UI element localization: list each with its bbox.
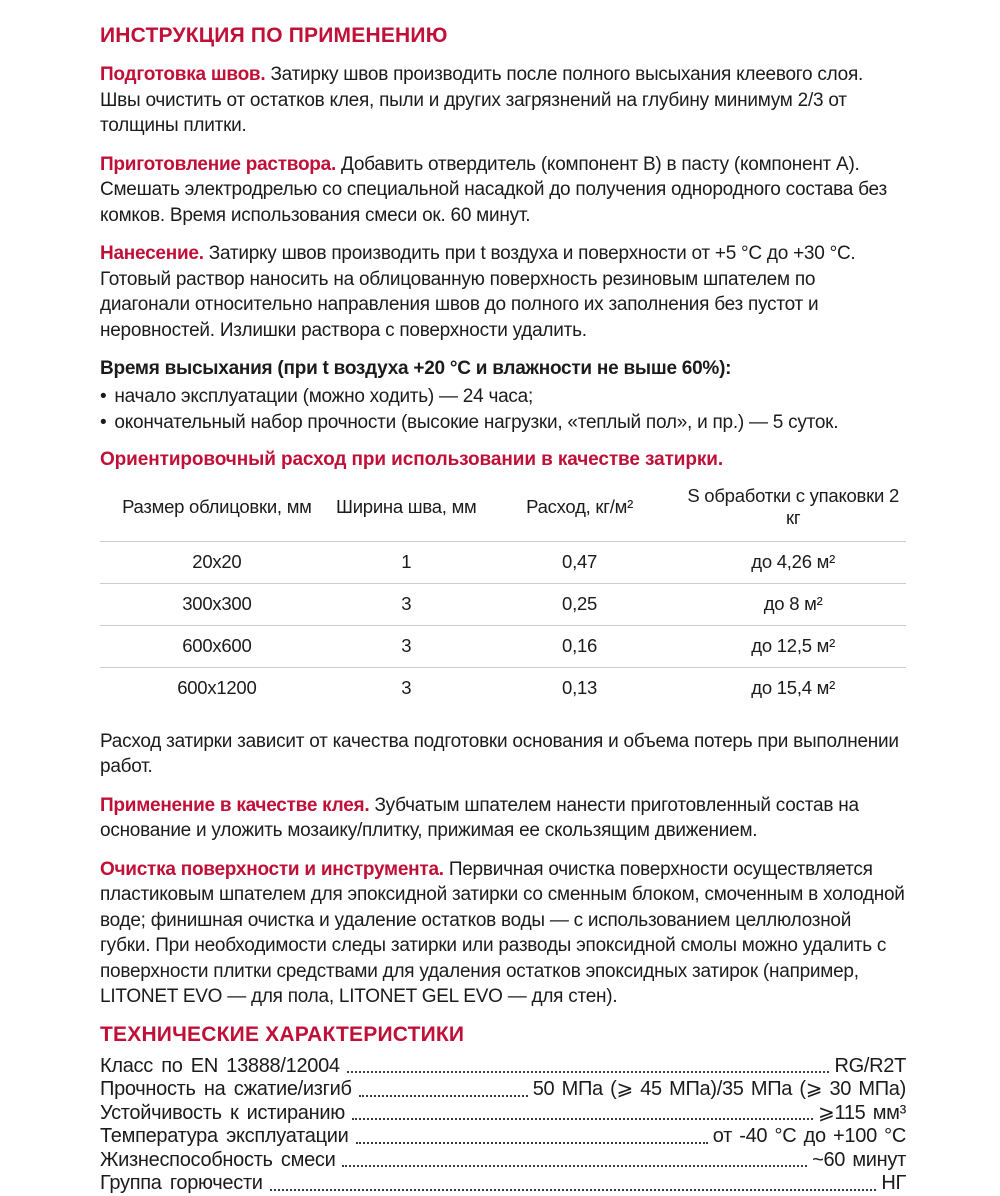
spec-row-strength	[100, 1078, 906, 1102]
column-header-tile-size: Размер облицовки, мм	[100, 479, 334, 542]
table-row	[100, 583, 906, 625]
paragraph-lead: Очистка поверхности и инструмента.	[100, 858, 444, 880]
cell-coverage: до 12,5 м²	[680, 625, 906, 667]
spec-value: НГ	[881, 1172, 906, 1194]
spec-label: Прочность на сжатие/изгиб	[100, 1078, 352, 1100]
paragraph-text: Добавить отвердитель (компонент B) в пасту (компонент A). Смешать электродрелью со специальной насадкой до получения однородного состава без комков. Время использования смеси ок. 60 минут.	[100, 153, 887, 226]
table-row	[100, 625, 906, 667]
column-header-coverage: S обработки с упаковки 2 кг	[680, 479, 906, 542]
cell-tile-size: 600х600	[100, 625, 334, 667]
cell-consumption: 0,16	[479, 625, 681, 667]
cell-tile-size: 600х1200	[177, 677, 257, 698]
cell-joint-width: 3	[334, 625, 479, 667]
tech-specs-list	[100, 1055, 906, 1196]
spec-row-class	[100, 1055, 906, 1079]
cell-consumption: 0,47	[479, 541, 681, 583]
spec-label: Жизнеспособность смеси	[100, 1148, 336, 1171]
list-item: • начало эксплуатации (можно ходить) — 24 часа;	[100, 384, 906, 411]
paragraph-lead: Применение в качестве клея.	[100, 794, 370, 816]
paragraph-lead: Приготовление раствора.	[100, 153, 336, 175]
list-item: • окончательный набор прочности (высокие нагрузки, «теплый пол», и пр.) — 5 суток.	[100, 410, 906, 437]
paragraph-application	[100, 241, 906, 343]
spec-label: Устойчивость к истиранию	[100, 1101, 345, 1124]
paragraph-text: Затирку швов производить после полного высыхания клеевого слоя. Швы очистить от остатков клея, пыли и других загрязнений на глубину минимум 2/3 от толщины плитки.	[100, 64, 864, 136]
page-title: ИНСТРУКЦИЯ ПО ПРИМЕНЕНИЮ	[100, 24, 448, 47]
dot-leader	[270, 1189, 877, 1191]
table-header-row	[100, 479, 906, 542]
spec-row-temperature	[100, 1125, 906, 1149]
paragraph-text: Затирку швов производить при t воздуха и поверхности от +5 °C до +30 °C. Готовый раствор наносить на облицованную поверхность резиновым шпателем по диагонали относительно направления швов до полного их заполнения без пустот и неровностей. Излишки раствора с поверхности удалить.	[100, 243, 856, 341]
column-header-consumption: Расход, кг/м²	[479, 479, 681, 542]
cell-tile-size: 20х20	[100, 541, 334, 583]
spec-label: Температура эксплуатации	[100, 1125, 349, 1147]
spec-row-abrasion	[100, 1102, 906, 1126]
paragraph-joint-preparation	[100, 62, 906, 139]
cell-coverage: до 8 м²	[680, 583, 906, 625]
spec-row-flammability	[100, 1172, 906, 1196]
drying-time-heading: Время высыхания (при t воздуха +20 °C и влажности не выше 60%):	[100, 358, 732, 379]
drying-time-list	[100, 384, 906, 437]
cell-joint-width: 1	[334, 541, 479, 583]
dot-leader	[342, 1165, 807, 1167]
spec-row-pot-life	[100, 1149, 906, 1173]
table-row	[100, 667, 906, 709]
consumption-table	[100, 479, 906, 709]
table-row	[100, 541, 906, 583]
spec-label: Класс по EN 13888/12004	[100, 1054, 340, 1077]
tech-specs-heading: ТЕХНИЧЕСКИЕ ХАРАКТЕРИСТИКИ	[100, 1022, 465, 1046]
paragraph-use-as-adhesive	[100, 793, 906, 844]
spec-value: ~60 минут	[812, 1148, 906, 1171]
paragraph-lead: Подготовка швов.	[100, 64, 266, 85]
cell-coverage: до 15,4 м²	[751, 677, 836, 698]
paragraph-surface-cleaning	[100, 857, 906, 1010]
cell-coverage: до 4,26 м²	[680, 541, 906, 583]
spec-value: ⩾115 мм³	[818, 1101, 906, 1124]
spec-value: 50 МПа (⩾ 45 МПа)/35 МПа (⩾ 30 МПа)	[532, 1078, 906, 1100]
paragraph-mix-preparation	[100, 152, 906, 229]
spec-label: Группа горючести	[100, 1172, 263, 1194]
cell-consumption: 0,13	[562, 677, 598, 698]
consumption-heading: Ориентировочный расход при использовании в качестве затирки.	[100, 448, 724, 470]
column-header-joint-width: Ширина шва, мм	[334, 479, 479, 542]
cell-joint-width: 3	[401, 677, 412, 698]
cell-tile-size: 300х300	[100, 583, 334, 625]
paragraph-lead: Нанесение.	[100, 243, 204, 264]
dot-leader	[356, 1142, 708, 1144]
dot-leader	[359, 1095, 528, 1097]
paragraph-text: Зубчатым шпателем нанести приготовленный состав на основание и уложить мозаику/плитку, прижимая ее скользящим движением.	[100, 794, 859, 841]
paragraph-text: Первичная очистка поверхности осуществляется пластиковым шпателем для эпоксидной затирки со сменным блоком, смоченным в холодной воде; финишная очистка и удаление остатков воды — с использованием целлюлозной губки. При необходимости следы затирки или разводы эпоксидной смолы можно удалить с поверхности плитки средствами для удаления остатков эпоксидных затирок (например, LITONET EVO — для пола, LITONET GEL EVO — для стен).	[100, 858, 905, 1007]
cell-consumption: 0,25	[479, 583, 681, 625]
cell-joint-width: 3	[334, 583, 479, 625]
spec-value: от -40 °C до +100 °C	[712, 1125, 906, 1147]
dot-leader	[347, 1071, 830, 1073]
dot-leader	[352, 1118, 813, 1120]
spec-value: RG/R2T	[834, 1054, 906, 1077]
consumption-note: Расход затирки зависит от качества подготовки основания и объема потерь при выполнении работ.	[100, 730, 899, 777]
